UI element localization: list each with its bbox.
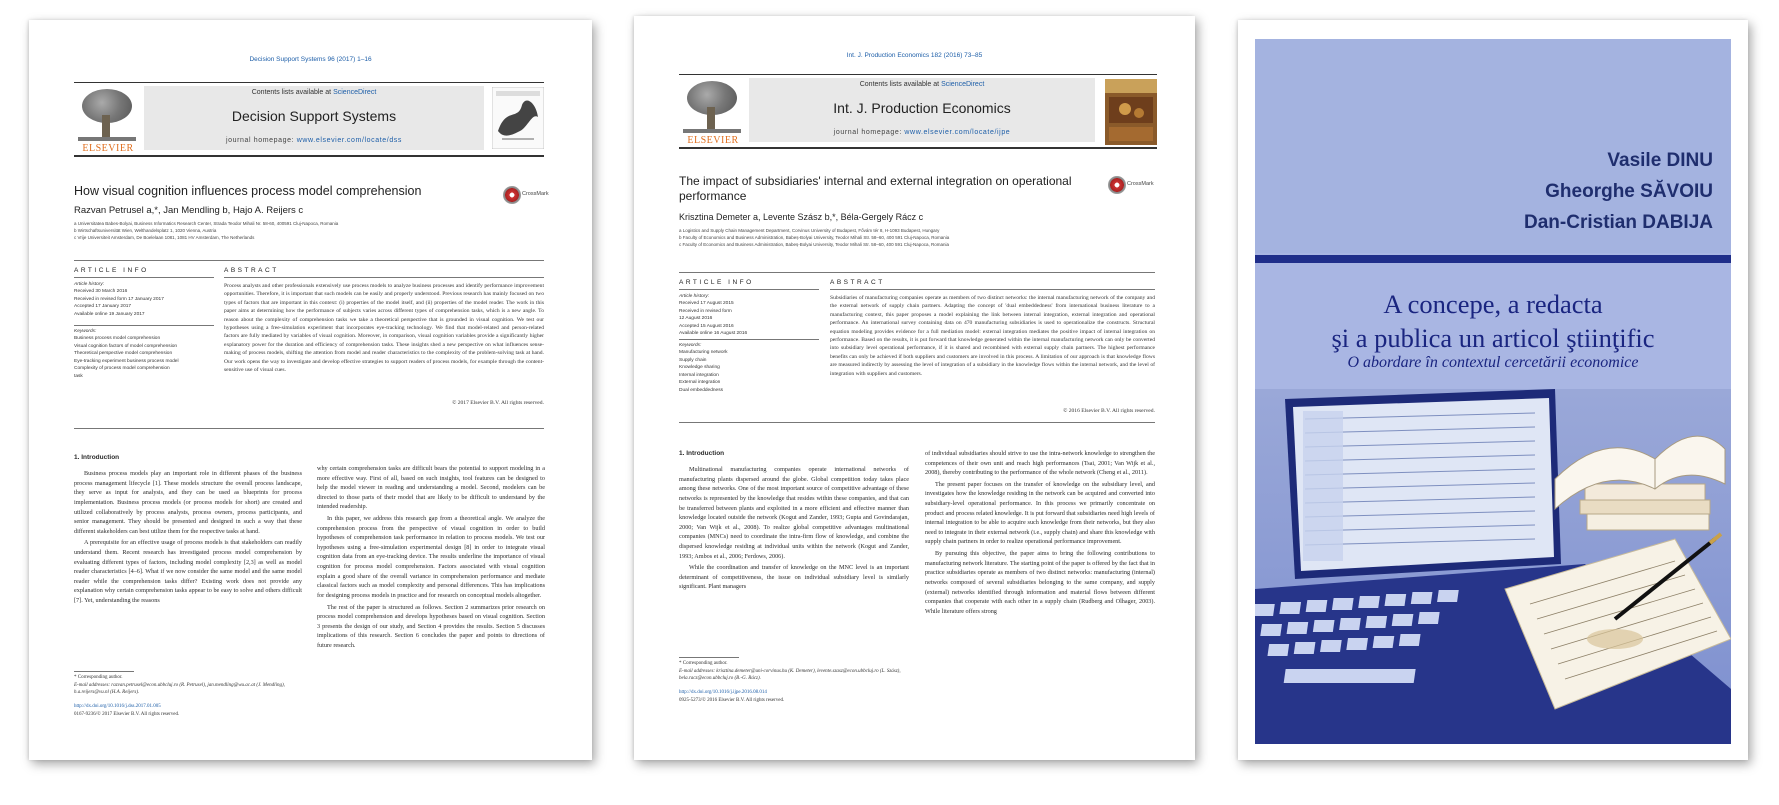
divider (74, 260, 544, 261)
abstract-text: Process analysts and other professionals extensively use process models to analyze business processes and identify performance improvement opportunities. Therefore, it is important that such models can be easily and properly understood. Previous research has mainly focused on two types of factors that are important in this context: (i) properties of the model itself, and (ii) properties of the model reader. The work in this paper aims at determining how the performance of subjects varies across different types of comprehension tasks, which is a new angle. To reason about the complexity of comprehension tasks we take a theoretical perspective that is grounded in visual cognition. We test our hypotheses using a free-simulation experiment that incorporates eye-tracking technology. We find that model-related and person-related factors are fully mediated by variables of visual cognition. Moreover, in comparison, visual cognition variables provide a significantly higher explanatory power for the duration and efficiency of comprehension tasks. These insights shed a new perspective on what influences sense-making of process models, shifting the attention from model and reader characteristics to the complexity of the problem-solving task at hand. Our work opens the way to investigate and develop effective strategies to support readers of process models, for example through the content-sensitive use of visual cues. (224, 283, 544, 373)
journal-cover-thumbnail (1105, 79, 1157, 141)
paper-title: How visual cognition influences process model comprehension (74, 184, 422, 198)
publisher-logo-text: ELSEVIER (82, 143, 134, 154)
journal-name: Int. J. Production Economics (833, 100, 1011, 116)
journal-cover-thumbnail (492, 87, 544, 149)
paper-title: The impact of subsidiaries' internal and external integration on operational performance (679, 174, 1072, 203)
doi-link[interactable]: http://dx.doi.org/10.1016/j.ijpe.2016.08.014 (679, 690, 767, 695)
contents-line: Contents lists available at ScienceDirect (859, 81, 985, 88)
divider (679, 422, 1155, 423)
divider (74, 428, 544, 429)
book-cover (1255, 39, 1731, 744)
doi-link[interactable]: http://dx.doi.org/10.1016/j.dss.2017.01.005 (74, 704, 161, 709)
book-authors (1524, 145, 1713, 238)
article-info-heading: ARTICLE INFO (679, 279, 754, 286)
article-history: Article history: Received 17 August 2015 Received in revised form 12 August 2016 Accepted 15 August 2016 Available online 16 August 2016 (679, 294, 748, 337)
article-info-heading: ARTICLE INFO (74, 267, 149, 274)
book-cover-page (1238, 20, 1748, 760)
abstract-heading: ABSTRACT (830, 279, 885, 286)
copyright-notice: © 2017 Elsevier B.V. All rights reserved. (452, 400, 544, 406)
elsevier-logo (74, 85, 142, 154)
book-divider-bar (1255, 255, 1731, 263)
keywords-list: Keywords: Manufacturing network Supply chain Knowledge sharing Internal integration External integration Dual embeddedness (679, 343, 728, 393)
doi-block: http://dx.doi.org/10.1016/j.ijpe.2016.08.014 0925-5273/© 2016 Elsevier B.V. All rights reserved. (679, 689, 911, 704)
crossmark-badge[interactable]: CrossMark (1108, 176, 1156, 194)
abstract-heading: ABSTRACT (224, 267, 279, 274)
journal-homepage-link[interactable]: www.elsevier.com/locate/dss (296, 137, 403, 144)
book-title: A concepe, a redacta şi a publica un articol ştiinţific (1331, 289, 1655, 353)
journal-homepage-link[interactable]: www.elsevier.com/locate/ijpe (904, 129, 1011, 136)
divider (830, 289, 1155, 290)
paper-page-ijpe (634, 16, 1195, 760)
book-subtitle: O abordare în contextul cercetării economice (1347, 354, 1639, 371)
sciencedirect-link[interactable]: ScienceDirect (941, 81, 985, 88)
publisher-logo-text: ELSEVIER (687, 135, 739, 146)
journal-masthead (74, 82, 544, 157)
journal-banner (144, 86, 484, 150)
footnote-rule (679, 657, 739, 658)
copyright-notice: © 2016 Elsevier B.V. All rights reserved. (1063, 408, 1155, 414)
doi-block: http://dx.doi.org/10.1016/j.dss.2017.01.005 0167-9236/© 2017 Elsevier B.V. All rights reserved. (74, 703, 302, 718)
journal-masthead (679, 74, 1157, 149)
body-column-left: 1. Introduction Multinational manufacturing companies operate international networks of manufacturing plants dispersed around the globe. Global competition today takes place among these networks. One of the most important source of competitive advantage of these networks is represented by the knowledge that resides within these companies, and that can be transferred between plants and exploited in a more efficient and effective manner than knowledge located outside the network (Kogut and Zander, 1993; Gupta and Govindarajan, 2000; Van Wijk et al., 2008). To realize global competitive advantages multinational companies (MNCs) need to coordinate the intra-firm flow of knowledge, and combine the dispersed knowledge residing at individual units within the network (Kogut and Zander, 1993; Ambos et al., 2006; Ferdows, 2006). While the coordination and transfer of knowledge on the MNC level is an important determinant of competitiveness, the issue on individual subsidiary level is similarly significant. Plant managers (679, 450, 909, 591)
journal-banner (749, 78, 1095, 142)
body-column-left: 1. Introduction Business process models play an important role in different phases of the business process management lifecycle [1]. These models structure the overall process landscape, they serve as input for analysis, and they can be used as blueprints for process implementation. Business process models (or process models for short) are created and utilized collaboratively by process analysts, process owners, process participants, and senior management. They should be presented and designed in such a way that these different stakeholders can best utilize them for the respective tasks at hand. A prerequisite for an effective usage of process models is that stakeholders can readily understand them. Recent research has investigated process model comprehension by evaluating different types of factors, including model complexity [2,3] as well as model reader characteristics [4–6]. What if we now consider the same model and the same model reader while the comprehension tasks differ? Existing work does not provide any explanation why certain comprehension tasks appear to be easy to solve and others difficult [7]. Yet, understanding the reasons (74, 454, 302, 604)
footnote: * Corresponding author. E-mail addresses: krisztina.demeter@uni-corvinus.hu (K. Demeter), levente.szasz@econ.ubbcluj.ro (L. Szász), bela.racz@econ.ubbcluj.ro (B.-G. Rácz). (679, 661, 901, 681)
book-author: Vasile DINU (1607, 150, 1713, 171)
divider (74, 325, 214, 326)
divider (224, 277, 544, 278)
introduction-heading: 1. Introduction (679, 450, 725, 457)
introduction-heading: 1. Introduction (74, 454, 120, 461)
body-column-right: why certain comprehension tasks are difficult bears the potential to support modeling in a more effective way. First of all, based on such insights, tool features can be designed to help the model viewer in reading and understanding a model. Second, modelers can be directed to those parts of their model that are likely to be difficult to understand by the intended readership. In this paper, we address this research gap from a theoretical angle. We analyze the comprehension process from the perspective of visual cognition in order to build hypotheses of comprehension task performance in relation to process models. We test our hypotheses using a free-simulation experimental design [8] in order to integrate visual cognition data from an eye-tracking device. The results underline the importance of visual cognition for process model comprehension. Factors associated with visual cognition explain a good share of the overall variance in comprehension performance and mediate classical factors such as model complexity and personal differences. This has implications for designing process models in practice and for research on conceptual models altogether. The rest of the paper is structured as follows. Section 2 summarizes prior research on process model comprehension and develops hypotheses based on visual cognition. Section 3 presents the design of our study, and Section 4 provides the results. Section 5 discusses implications of this research. Section 6 concludes the paper and points to directions of future research. (317, 465, 545, 649)
elsevier-logo (679, 77, 747, 146)
divider (679, 272, 1155, 273)
keywords-list: Keywords: Business process model comprehension Visual cognition factors of model comprehension Theoretical perspective model comprehension Eye-tracking experiment business process model Complexity of process model comprehension task (74, 329, 179, 379)
journal-name: Decision Support Systems (231, 108, 397, 124)
footnote-rule (74, 671, 134, 672)
paper-page-dss (29, 20, 592, 760)
journal-reference[interactable]: Decision Support Systems 96 (2017) 1–16 (249, 56, 372, 63)
divider (679, 289, 819, 290)
crossmark-badge[interactable]: CrossMark (503, 186, 551, 204)
journal-homepage: journal homepage: www.elsevier.com/locate/dss (225, 137, 403, 144)
book-author: Dan-Cristian DABIJA (1524, 212, 1713, 233)
sciencedirect-link[interactable]: ScienceDirect (333, 89, 377, 96)
book-author: Gheorghe SĂVOIU (1545, 181, 1713, 202)
article-history: Article history: Received 30 March 2016 Received in revised form 17 January 2017 Accepted 17 January 2017 Available online 19 January 2017 (74, 282, 164, 317)
divider (679, 339, 819, 340)
crossmark-icon (503, 186, 521, 204)
author-affiliations: a Logistics and Supply Chain Management Department, Corvinus University of Budapest, Fővám tér 8, H-1093 Budapest, Hungary b Faculty of Economics and Business Administration, Babeș-Bolyai University, Teodor Mihali Str. 58–60, 400 591 Cluj-Napoca, Romania c Faculty of Economics and Business Administration, Babeș-Bolyai University, Teodor Mihali Str. 58–60, 400 591 Cluj-Napoca, Romania (679, 228, 950, 247)
author-affiliations: a Universitatea Babes-Bolyai, Business Informatics Research Center, Strada Teodor Mihali Nr. 58-60, 400591 Cluj-Napoca, Romania b Wirtschaftsuniversität Wien, Welthandelsplatz 1, 1020 Vienna, Austria c Vrije Universiteit Amsterdam, De Boelelaan 1081, 1081 HV Amsterdam, The Netherlands (74, 221, 339, 240)
contents-line: Contents lists available at ScienceDirect (251, 89, 377, 96)
divider (74, 277, 214, 278)
abstract-text: Subsidiaries of manufacturing companies operate as members of two distinct networks: the internal manufacturing network of the company and the external network of supply chain partners. Adapting the concept of 'dual embeddedness' from international business literature to a manufacturing context, this paper proposes a model explaining the link between internal integration, external integration and operational performance. An international survey containing data on 470 manufacturing subsidiaries is used to operationalize the constructs. Structural equation modeling provides evidence for a full mediation model: external integration mediates the positive impact of internal integration on performance. Based on the results, it is put forward that knowledge generated within the internal manufacturing network can only be converted into subsidiary level operational performance, if it is shared and recombined with external supply chain partners. The highest performance benefits can only be achieved if both suppliers and customers are involved in this process. A limitation of our approach is that knowledge flows are measured indirectly by assessing the level of integration of a subsidiary in the knowledge flows within the internal network, and the level of integration with suppliers and customers. (830, 295, 1155, 377)
crossmark-icon (1108, 176, 1126, 194)
paper-authors: Krisztina Demeter a, Levente Szász b,*, Béla-Gergely Rácz c (679, 212, 924, 222)
journal-reference[interactable]: Int. J. Production Economics 182 (2016) 73–85 (846, 52, 983, 59)
body-column-right: of individual subsidiaries should strive to use the intra-network knowledge to strengthen the competences of their own unit and reach high performances (Tsai, 2001; Van Wijk et al., 2008), thereby contributing to the performance of the whole network (Cheng et al., 2011). The present paper focuses on the transfer of knowledge on the subsidiary level, and investigates how the knowledge residing in the network can be acquired and converted into subsidiary-level operational performance. In this process we primarily concentrate on product and process related knowledge. It is put forward that subsidiaries need high levels of internal integration to be able to acquire such knowledge from their networks, but they also need to integrate in their external network (i.e., supply chain) and share this knowledge with supply chain partners in order to realize operational performance improvement. By pursuing this objective, the paper aims to bring the following contributions to manufacturing network literature. The starting point of the paper is offered by the fact that in practice subsidiaries operate as members of two distinct networks: manufacturing (internal) networks composed of several subsidiaries belonging to the same company, and supply (external) networks identified through information and material flows between different companies that cooperate with each other in a supply chain (Rudberg and Olhager, 2003). While literature offers strong (925, 450, 1155, 615)
paper-authors: Razvan Petrusel a,*, Jan Mendling b, Hajo A. Reijers c (74, 205, 304, 216)
footnote: * Corresponding author. E-mail addresses: razvan.petrusel@econ.ubbcluj.ro (R. Petrusel), jan.mendling@wu.ac.at (J. Mendling), h.a.reijers@vu.nl (H.A. Reijers). (74, 675, 285, 695)
journal-homepage: journal homepage: www.elsevier.com/locate/ijpe (833, 129, 1011, 136)
book-cover-illustration (1255, 389, 1731, 744)
